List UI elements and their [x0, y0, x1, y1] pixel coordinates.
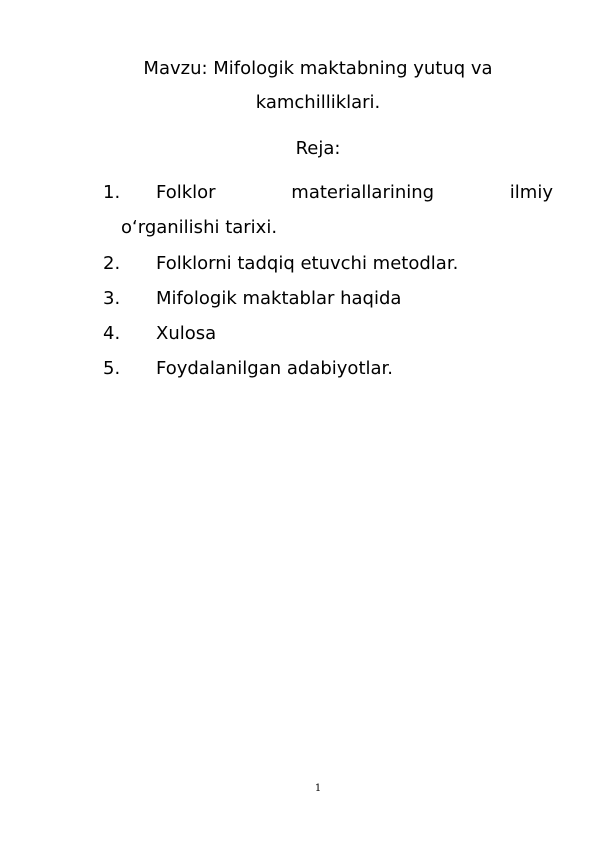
title-line-1: Mavzu: Mifologik maktabning yutuq va — [143, 58, 493, 79]
plan-item-3-number: 3. — [103, 288, 121, 309]
plan-heading: Reja: — [295, 138, 341, 159]
plan-item-4-text: Xulosa — [156, 323, 217, 344]
plan-item-1-word-2: materiallarining — [291, 182, 435, 203]
plan-item-1-word-3: ilmiy — [509, 182, 553, 203]
plan-item-1-word-1: Folklor — [156, 182, 216, 203]
plan-item-3-text: Mifologik maktablar haqida — [156, 288, 402, 309]
page-number: 1 — [314, 783, 322, 794]
plan-item-2-text: Folklorni tadqiq etuvchi metodlar. — [156, 253, 459, 274]
plan-item-1-number: 1. — [103, 182, 121, 203]
plan-item-5-text: Foydalanilgan adabiyotlar. — [156, 358, 393, 379]
plan-item-2-number: 2. — [103, 253, 121, 274]
plan-item-5-number: 5. — [103, 358, 121, 379]
plan-item-1-continuation: o‘rganilishi tarixi. — [121, 217, 278, 238]
plan-item-1-text — [156, 182, 553, 204]
plan-item-1 — [103, 182, 553, 204]
title-line-2: kamchilliklari. — [255, 92, 381, 113]
plan-item-4-number: 4. — [103, 323, 121, 344]
